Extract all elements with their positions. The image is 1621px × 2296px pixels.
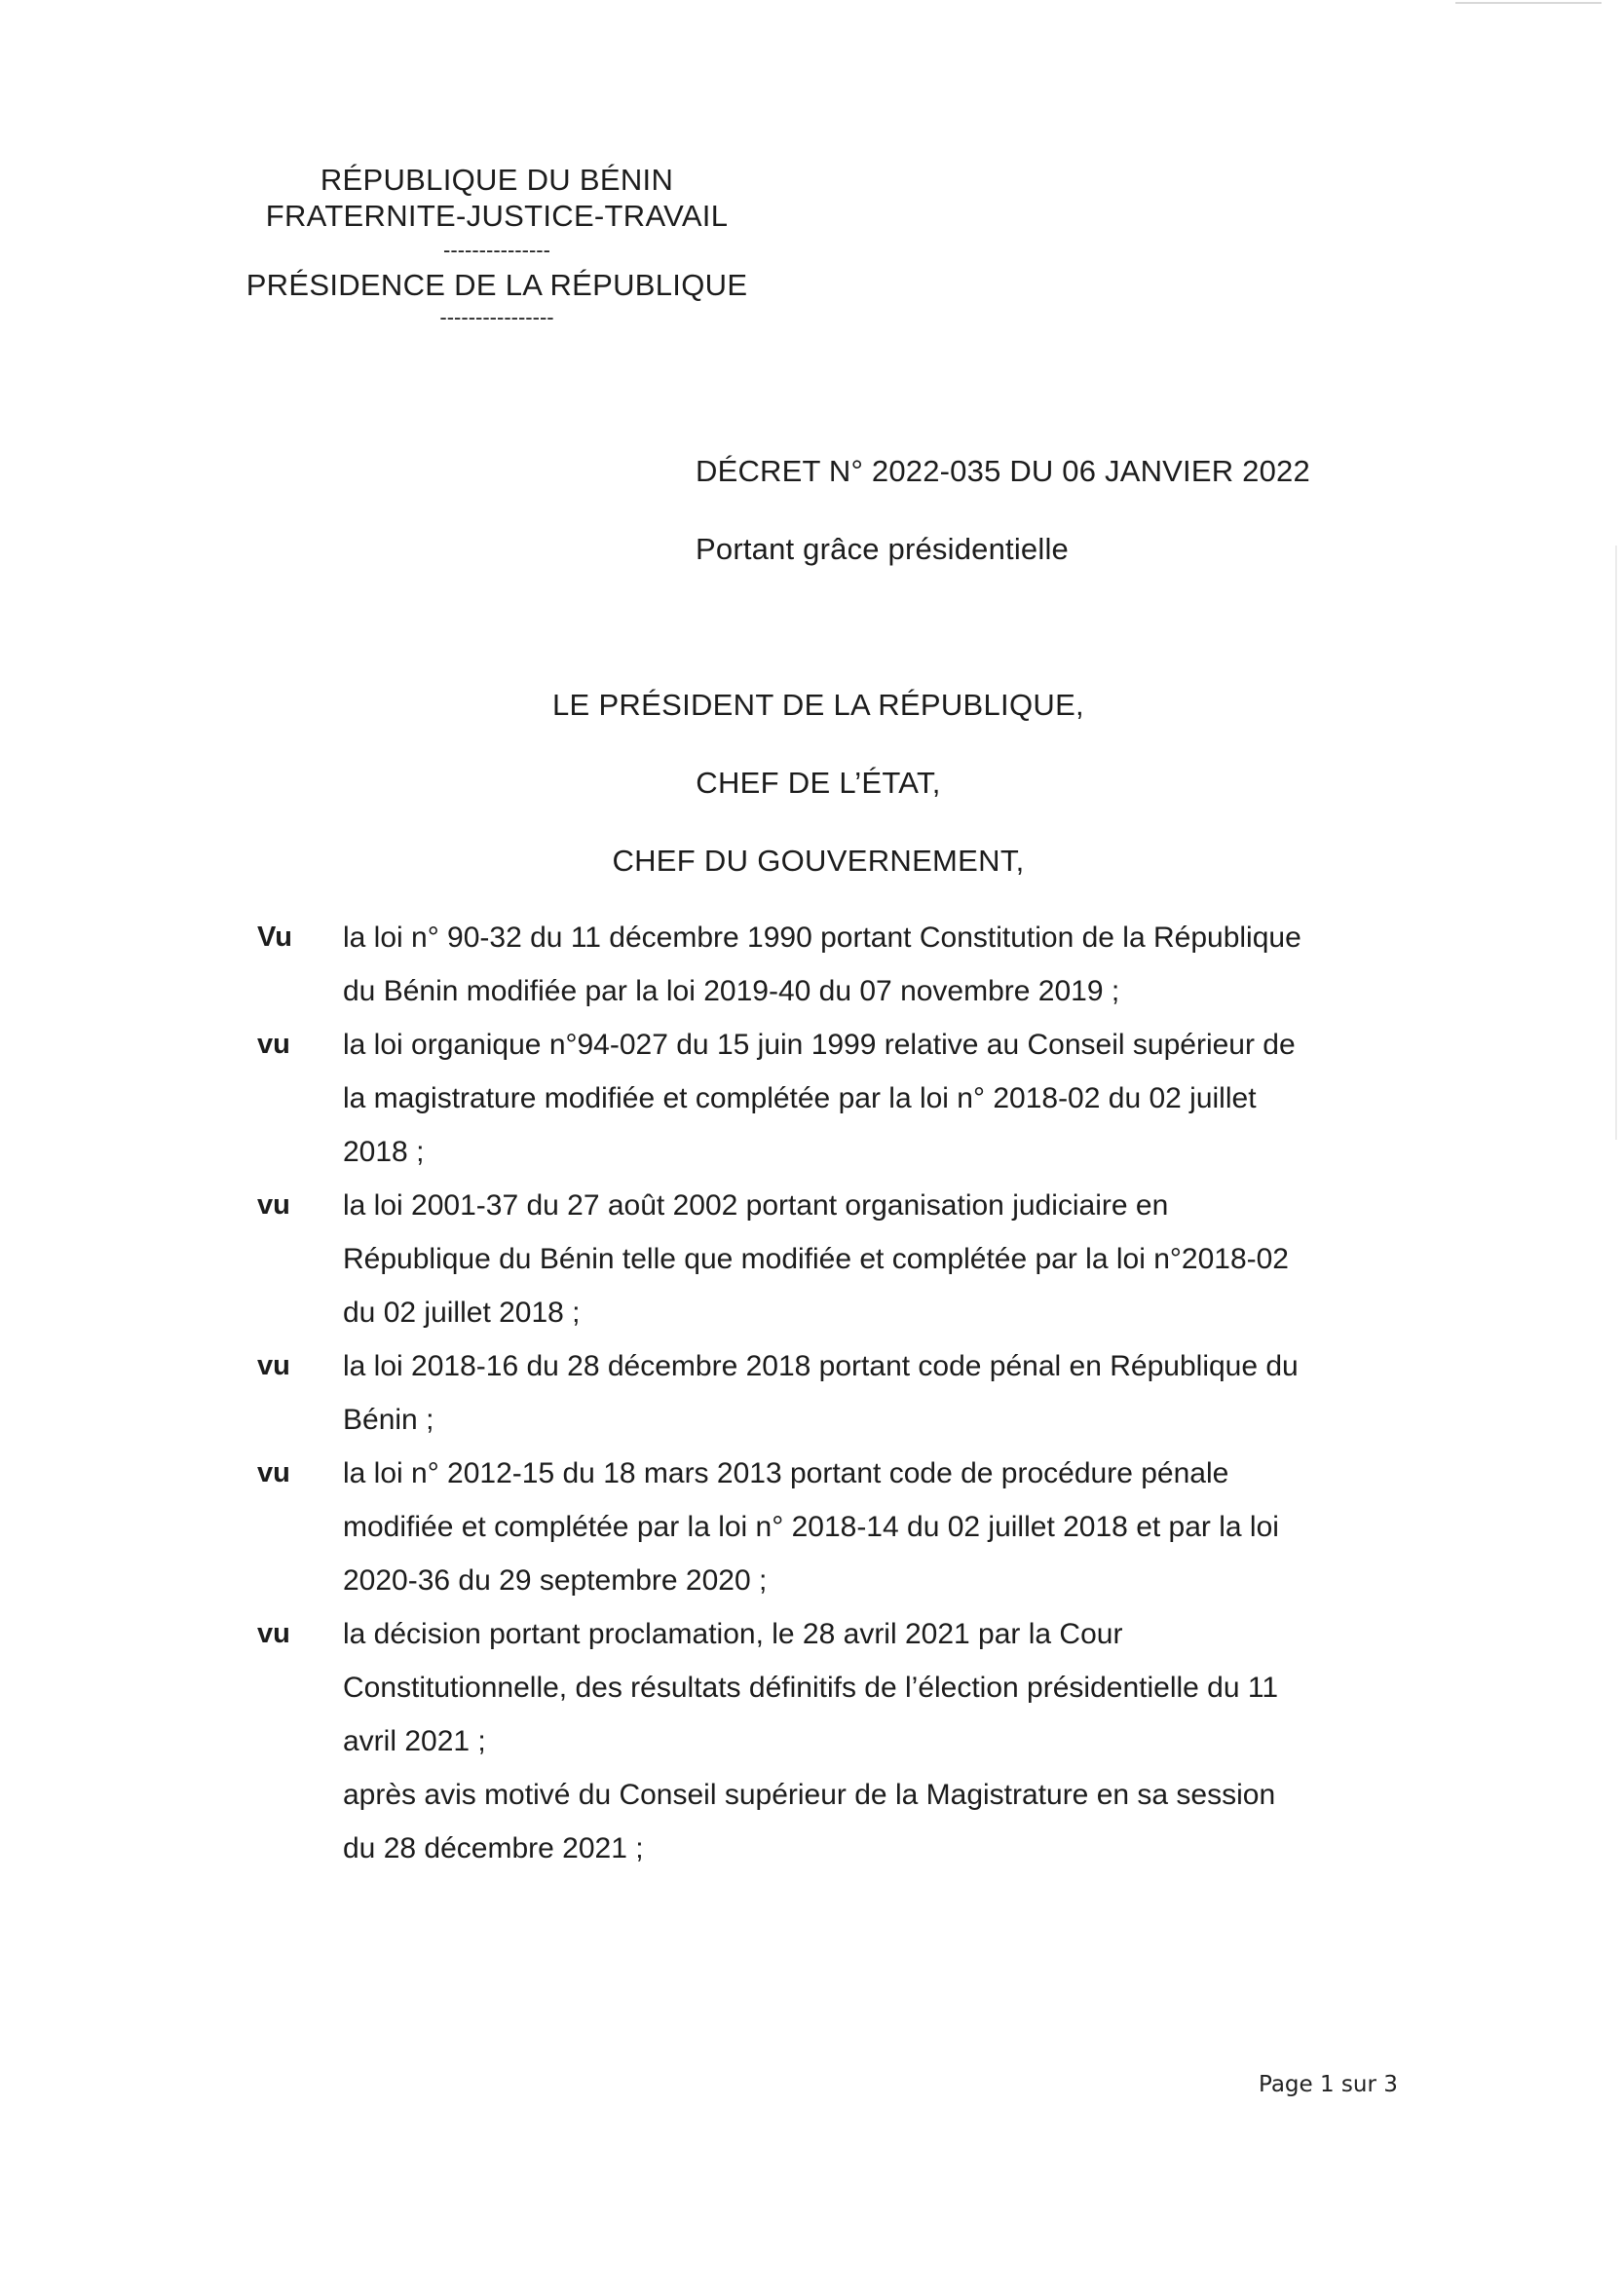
final-clause-line: du 28 décembre 2021 ; (343, 1832, 644, 1864)
visa-text (343, 1607, 1372, 1768)
visa-line: du Bénin modifiée par la loi 2019-40 du 07 novembre 2019 ; (343, 975, 1120, 1007)
visa-line: Bénin ; (343, 1404, 434, 1436)
visa-text (343, 1179, 1372, 1339)
visa-item (251, 1607, 1372, 1768)
authority-title: CHEF DU GOUVERNEMENT, (612, 844, 1025, 878)
national-motto: FRATERNITE-JUSTICE-TRAVAIL (265, 199, 729, 233)
visa-line: la loi n° 2012-15 du 18 mars 2013 portant code de procédure pénale (343, 1457, 1229, 1489)
visa-line: la loi n° 90-32 du 11 décembre 1990 portant Constitution de la République (343, 922, 1301, 954)
visa-line: modifiée et complétée par la loi n° 2018-14 du 02 juillet 2018 et par la loi (343, 1511, 1279, 1543)
visa-text (343, 1447, 1372, 1607)
decree-subject: Portant grâce présidentielle (696, 532, 1069, 566)
visa-line: la loi 2018-16 du 28 décembre 2018 portant code pénal en République du (343, 1350, 1299, 1382)
visa-line: avril 2021 ; (343, 1725, 486, 1757)
visa-line: 2020-36 du 29 septembre 2020 ; (343, 1564, 768, 1597)
visa-line: la magistrature modifiée et complétée par la loi n° 2018-02 du 02 juillet (343, 1082, 1257, 1114)
visa-item (251, 1447, 1372, 1607)
visa-label: Vu (257, 922, 292, 953)
visa-text (343, 1339, 1372, 1447)
visa-line: la loi organique n°94-027 du 15 juin 1999 relative au Conseil supérieur de (343, 1029, 1296, 1061)
page-number: Page 1 sur 3 (1259, 2072, 1398, 2097)
final-clause (251, 1768, 1372, 1875)
visa-line: 2018 ; (343, 1136, 425, 1168)
visa-line: République du Bénin telle que modifiée et complétée par la loi n°2018-02 (343, 1243, 1289, 1275)
scan-artifact-top-right (1455, 2, 1602, 4)
visa-item (251, 911, 1372, 1018)
visa-label: vu (257, 1457, 290, 1488)
separator-line: ---------------- (439, 305, 554, 329)
scan-artifact-right-edge (1615, 546, 1617, 1140)
visa-text (343, 1018, 1372, 1179)
visa-item (251, 1179, 1372, 1339)
authority-title: CHEF DE L’ÉTAT, (696, 766, 941, 800)
visa-label: vu (257, 1350, 290, 1381)
visa-label: vu (257, 1618, 290, 1649)
visa-item (251, 1018, 1372, 1179)
visa-text (343, 911, 1372, 1018)
authority-title: LE PRÉSIDENT DE LA RÉPUBLIQUE, (552, 688, 1084, 722)
country-name: RÉPUBLIQUE DU BÉNIN (320, 163, 674, 197)
visa-item (251, 1339, 1372, 1447)
issuing-office: PRÉSIDENCE DE LA RÉPUBLIQUE (245, 268, 748, 302)
decree-number: DÉCRET N° 2022-035 DU 06 JANVIER 2022 (696, 454, 1310, 488)
visa-line: la décision portant proclamation, le 28 avril 2021 par la Cour (343, 1618, 1123, 1650)
final-clause-line: après avis motivé du Conseil supérieur de la Magistrature en sa session (343, 1779, 1276, 1811)
visa-label: vu (257, 1029, 290, 1060)
visa-line: Constitutionnelle, des résultats définitifs de l’élection présidentielle du 11 (343, 1672, 1279, 1704)
letterhead (234, 162, 760, 328)
visa-line: du 02 juillet 2018 ; (343, 1297, 581, 1329)
visa-line: la loi 2001-37 du 27 août 2002 portant organisation judiciaire en (343, 1189, 1169, 1222)
separator-line: --------------- (443, 238, 550, 262)
visas-list (251, 911, 1372, 1875)
visa-label: vu (257, 1189, 290, 1221)
